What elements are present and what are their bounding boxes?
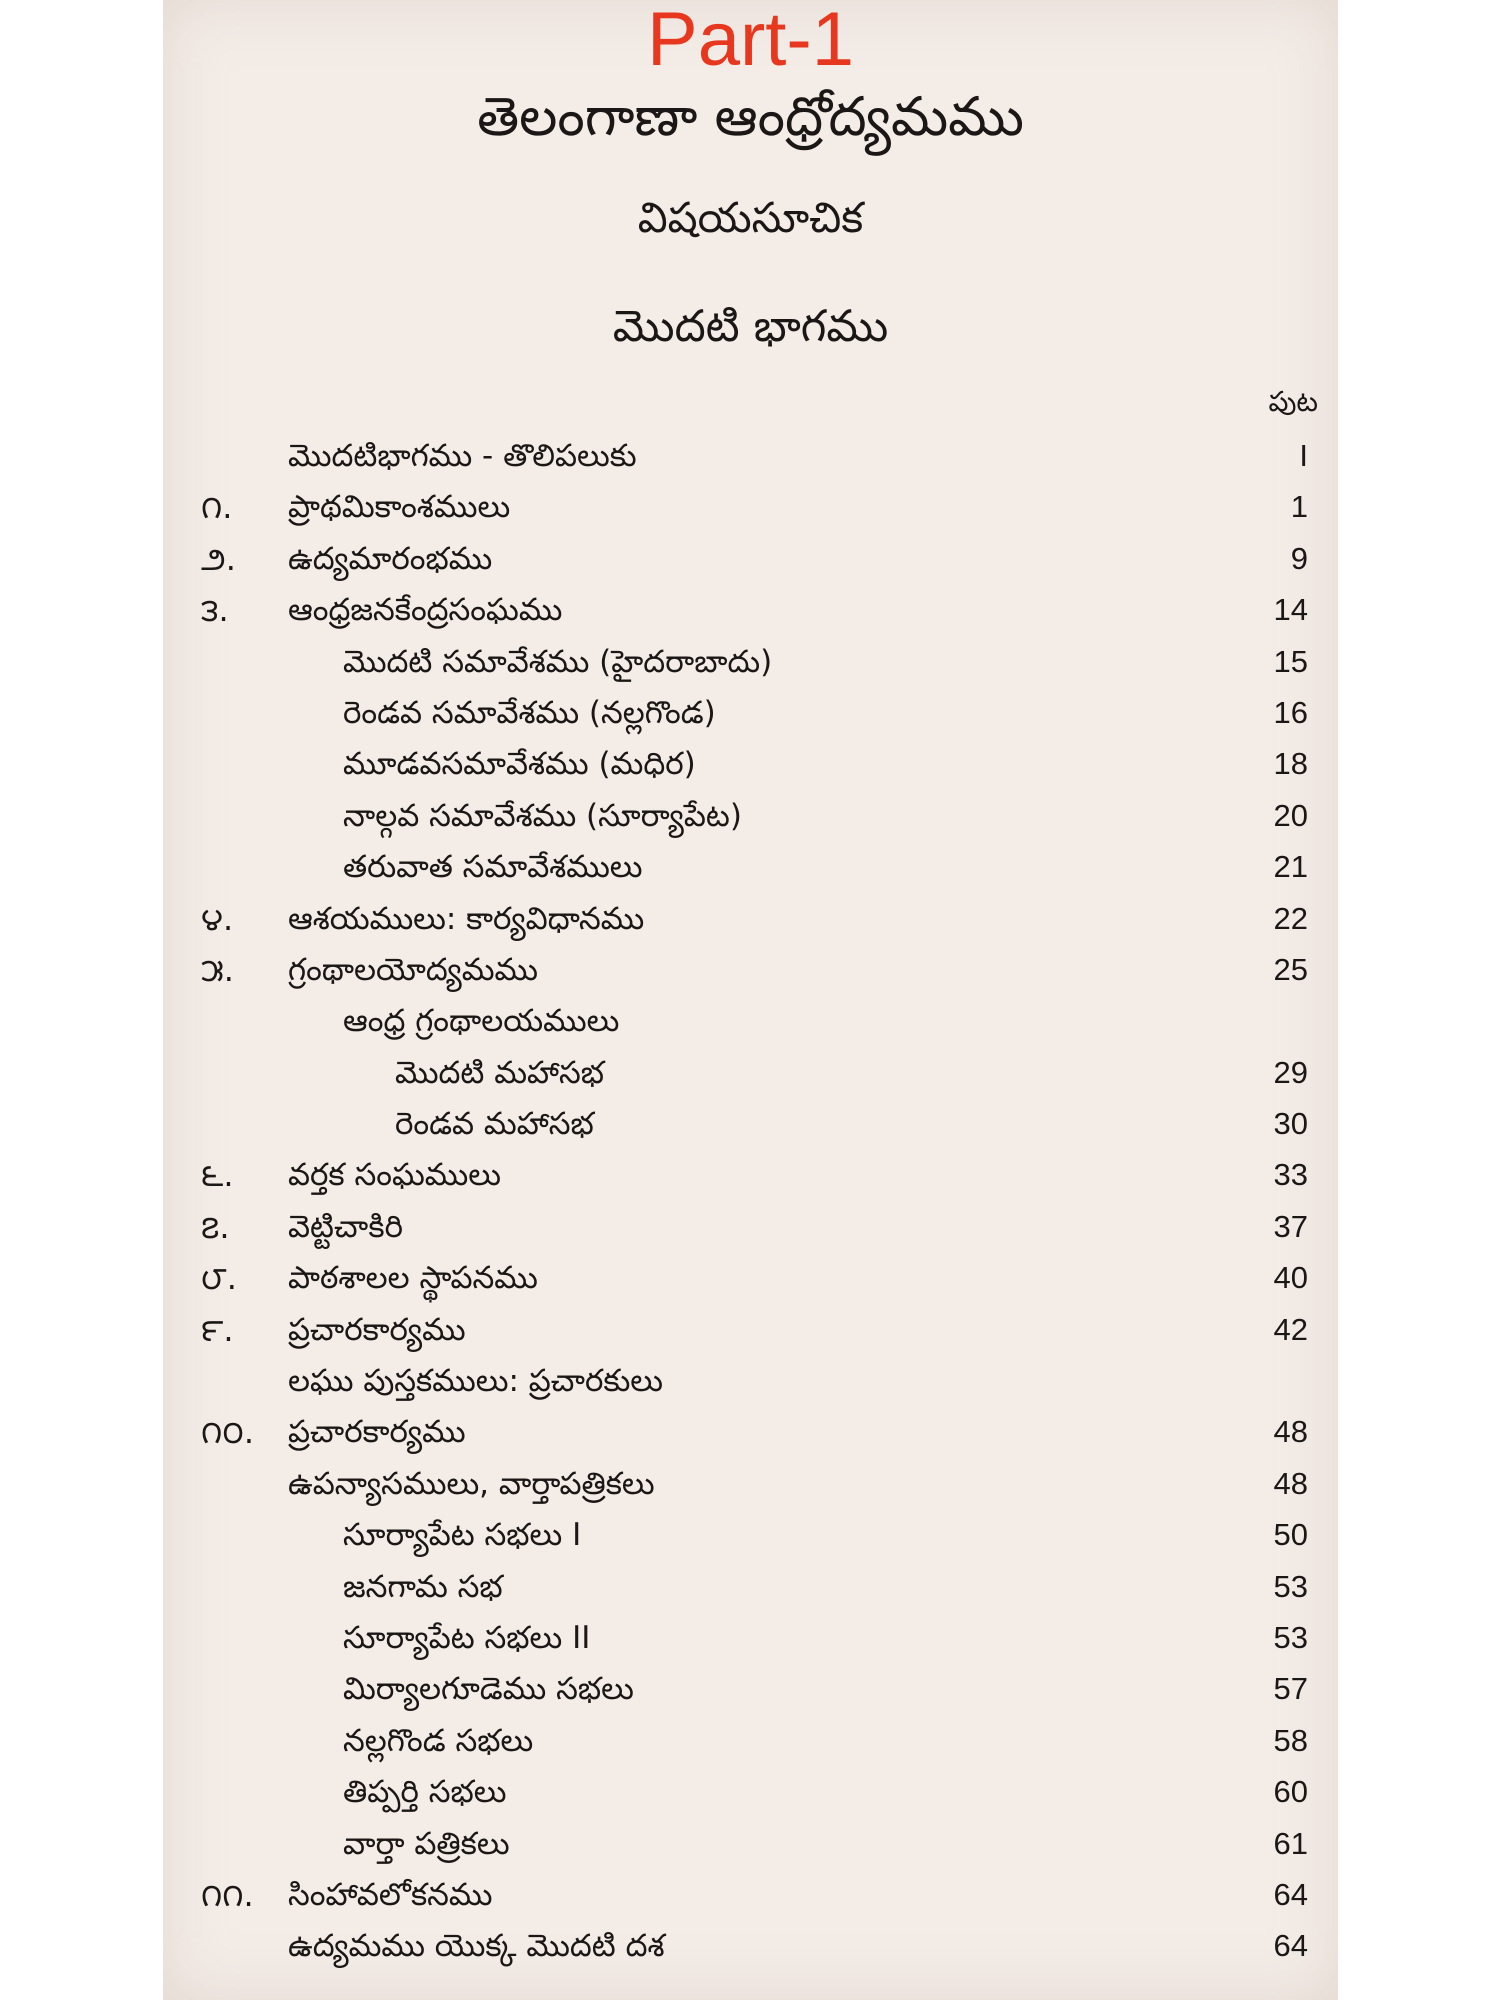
toc-entry-page: 33 <box>1273 1157 1308 1193</box>
book-page <box>163 0 1338 2000</box>
toc-entry <box>163 1406 1338 1457</box>
toc-entry-title: రెండవ మహాసభ <box>395 1106 594 1143</box>
toc-entry <box>163 636 1338 687</box>
toc-entry-title: ప్రచారకార్యము <box>288 1414 466 1451</box>
toc-entry-page: 48 <box>1273 1414 1308 1450</box>
toc-entry <box>163 687 1338 738</box>
toc-entry <box>163 430 1338 481</box>
toc-entry-page: 15 <box>1273 643 1308 679</box>
toc-entry <box>163 1818 1338 1869</box>
toc-entry-title: వర్తక సంఘములు <box>288 1157 501 1194</box>
toc-entry <box>163 738 1338 789</box>
toc-entry-title: మొదటి మహాసభ <box>395 1054 605 1091</box>
toc-entry-number: ౨. <box>201 539 236 578</box>
toc-entry-title: ప్రాథమికాంశములు <box>288 489 511 526</box>
toc-entry <box>163 995 1338 1046</box>
toc-entry <box>163 893 1338 944</box>
toc-entry-page: 25 <box>1273 951 1308 987</box>
toc-entry-title: లఘు పుస్తకములు: ప్రచారకులు <box>288 1363 663 1400</box>
toc-entry-title: వార్తా పత్రికలు <box>343 1825 510 1862</box>
toc-entry-page: 53 <box>1273 1568 1308 1604</box>
toc-entry-title: సింహావలోకనము <box>288 1876 493 1913</box>
toc-entry-page: 14 <box>1273 592 1308 628</box>
toc-entry-title: తరువాత సమావేశములు <box>343 849 643 886</box>
toc-entry-title: పాఠశాలల స్థాపనము <box>288 1260 538 1297</box>
toc-entry-number: ౬. <box>201 1156 234 1195</box>
toc-entry-number: ౪. <box>201 899 234 938</box>
toc-entry-page: 1 <box>1290 489 1308 525</box>
table-of-contents <box>163 430 1338 1972</box>
toc-entry-title: వెట్టిచాకిరి <box>288 1208 403 1245</box>
toc-entry <box>163 1149 1338 1200</box>
toc-entry-page: I <box>1299 438 1308 473</box>
toc-entry-title: జనగామ సభ <box>343 1568 503 1605</box>
toc-entry-title: గ్రంథాలయోద్యమము <box>288 951 539 988</box>
toc-entry-page: 60 <box>1273 1774 1308 1810</box>
toc-entry-page: 29 <box>1273 1054 1308 1090</box>
toc-entry-number: ౭. <box>201 1207 230 1246</box>
toc-entry-title: నాల్గవ సమావేశము (సూర్యాపేట) <box>343 797 742 834</box>
toc-entry-page: 58 <box>1273 1722 1308 1758</box>
toc-entry-page: 16 <box>1273 694 1308 730</box>
toc-entry <box>163 1252 1338 1303</box>
toc-entry-page: 61 <box>1273 1825 1308 1861</box>
toc-entry <box>163 1458 1338 1509</box>
toc-entry-page: 64 <box>1273 1928 1308 1964</box>
toc-entry-page: 22 <box>1273 900 1308 936</box>
toc-entry-page: 21 <box>1273 849 1308 885</box>
toc-entry-page: 64 <box>1273 1876 1308 1912</box>
toc-entry-page: 57 <box>1273 1671 1308 1707</box>
toc-entry <box>163 1201 1338 1252</box>
toc-entry-number: ౧౦. <box>201 1413 255 1452</box>
toc-entry <box>163 1766 1338 1817</box>
part-label: Part-1 <box>647 0 854 82</box>
toc-entry-title: మిర్యాలగూడెము సభలు <box>343 1671 634 1708</box>
toc-entry-number: ౯. <box>201 1310 234 1349</box>
toc-entry-page: 42 <box>1273 1311 1308 1347</box>
toc-entry-page: 40 <box>1273 1260 1308 1296</box>
contents-heading: విషయసూచిక <box>637 193 864 242</box>
toc-entry-title: రెండవ సమావేశము (నల్లగొండ) <box>343 694 716 731</box>
toc-entry-number: ౧౧. <box>201 1875 254 1914</box>
toc-entry-title: ఉద్యమము యొక్క మొదటి దశ <box>288 1928 665 1965</box>
toc-entry <box>163 944 1338 995</box>
toc-entry-number: ౩. <box>201 591 229 630</box>
book-title: తెలంగాణా ఆంధ్రోద్యమము <box>477 85 1024 148</box>
toc-entry <box>163 584 1338 635</box>
toc-entry-title: మొదటిభాగము - తొలిపలుకు <box>288 438 637 474</box>
page-column-heading: పుట <box>1268 385 1318 418</box>
toc-entry-page: 30 <box>1273 1106 1308 1142</box>
toc-entry <box>163 1920 1338 1971</box>
toc-entry <box>163 1612 1338 1663</box>
toc-entry-page: 48 <box>1273 1465 1308 1501</box>
toc-entry-title: ఆశయములు: కార్యవిధానము <box>288 900 645 937</box>
toc-entry <box>163 1509 1338 1560</box>
toc-entry <box>163 533 1338 584</box>
toc-entry-title: ఉద్యమారంభము <box>288 540 493 577</box>
toc-entry-title: ఉపన్యాసములు, వార్తాపత్రికలు <box>288 1465 655 1502</box>
toc-entry-page: 37 <box>1273 1208 1308 1244</box>
toc-entry <box>163 1715 1338 1766</box>
toc-entry <box>163 841 1338 892</box>
toc-entry-number: ౮. <box>201 1259 237 1298</box>
toc-entry-number: ౫. <box>201 950 234 989</box>
toc-entry-page: 9 <box>1290 540 1308 576</box>
toc-entry-page: 50 <box>1273 1517 1308 1553</box>
toc-entry-page: 20 <box>1273 797 1308 833</box>
toc-entry <box>163 1355 1338 1406</box>
toc-entry-page: 18 <box>1273 746 1308 782</box>
toc-entry-page: 53 <box>1273 1619 1308 1655</box>
toc-entry-number: ౧. <box>201 488 233 527</box>
toc-entry-title: ప్రచారకార్యము <box>288 1311 466 1348</box>
toc-entry <box>163 1869 1338 1920</box>
toc-entry <box>163 1304 1338 1355</box>
toc-entry-title: తిప్పర్తి సభలు <box>343 1774 507 1811</box>
toc-entry-title: నల్లగొండ సభలు <box>343 1722 534 1759</box>
toc-entry-title: ఆంధ్రజనకేంద్రసంఘము <box>288 592 563 629</box>
toc-entry <box>163 1561 1338 1612</box>
toc-entry <box>163 481 1338 532</box>
toc-entry <box>163 1663 1338 1714</box>
toc-entry <box>163 1047 1338 1098</box>
toc-entry-title: సూర్యాపేట సభలు II <box>343 1619 591 1656</box>
toc-entry <box>163 790 1338 841</box>
toc-entry-title: ఆంధ్ర గ్రంథాలయములు <box>343 1003 620 1040</box>
toc-entry-title: మొదటి సమావేశము (హైదరాబాదు) <box>343 643 773 680</box>
toc-entry <box>163 1098 1338 1149</box>
part-heading: మొదటి భాగము <box>612 301 889 352</box>
toc-entry-title: మూడవసమావేశము (మధిర) <box>343 746 696 783</box>
toc-entry-title: సూర్యాపేట సభలు I <box>343 1517 582 1554</box>
